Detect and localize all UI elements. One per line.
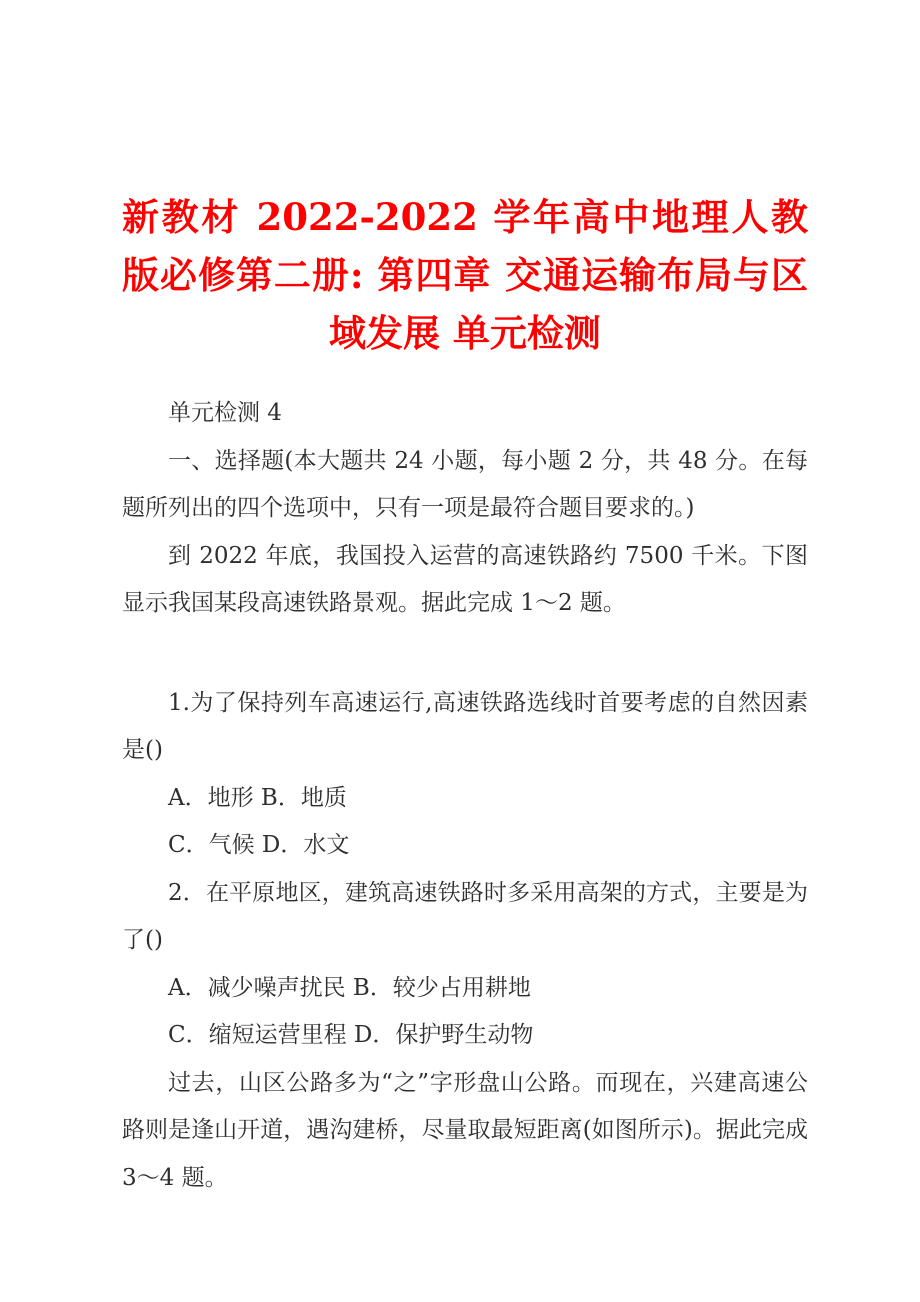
question-2: 2．在平原地区，建筑高速铁路时多采用高架的方式，主要是为了() bbox=[122, 879, 808, 953]
question-1-options-ab: A．地形 B．地质 bbox=[168, 784, 347, 811]
unit-test-label: 单元检测 4 bbox=[168, 400, 282, 426]
passage-2: 过去，山区公路多为“之”字形盘山公路。而现在，兴建高速公路则是逢山开道，遇沟建桥，尽量取最短距离(如图所示)。据此完成 3～4 题。 bbox=[122, 1069, 808, 1191]
section-instructions: 一、选择题(本大题共 24 小题，每小题 2 分，共 48 分。在每题所列出的四个选项中，只有一项是最符合题目要求的。) bbox=[122, 447, 808, 521]
document-title: 新教材 2022-2022 学年高中地理人教版必修第二册: 第四章 交通运输布局与区域发展 单元检测 bbox=[122, 195, 808, 355]
blank-line bbox=[122, 628, 808, 680]
question-2-options-cd: C．缩短运营里程 D．保护野生动物 bbox=[168, 1022, 534, 1048]
question-1: 1.为了保持列车高速运行,高速铁路选线时首要考虑的自然因素是() bbox=[122, 689, 808, 763]
document-body bbox=[122, 390, 808, 1202]
question-2-options-ab: A．减少噪声扰民 B．较少占用耕地 bbox=[168, 974, 531, 1001]
question-1-options-cd: C．气候 D．水文 bbox=[168, 832, 350, 858]
passage-1: 到 2022 年底，我国投入运营的高速铁路约 7500 千米。下图显示我国某段高速铁路景观。据此完成 1～2 题。 bbox=[122, 542, 808, 616]
